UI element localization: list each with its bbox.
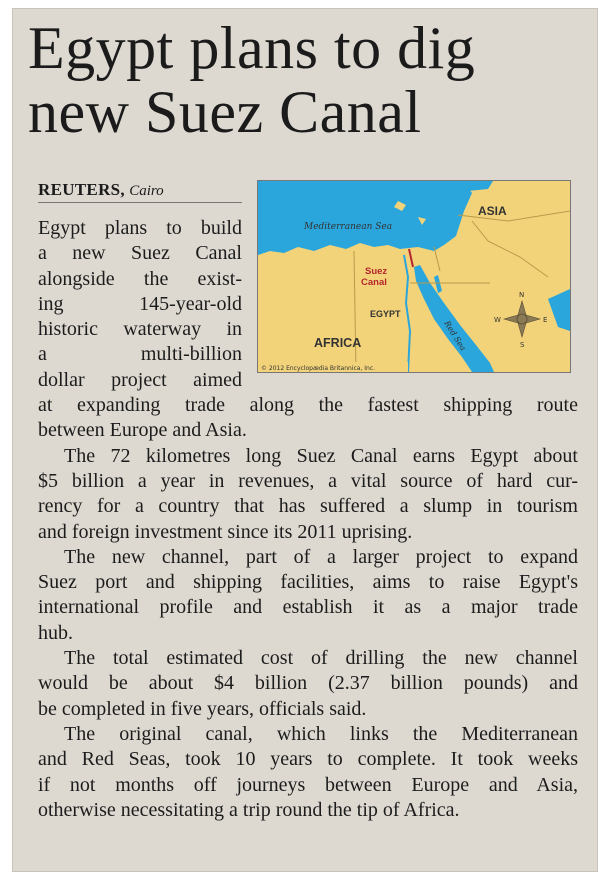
article-line: and Red Seas, took 10 years to complete. It took weeks	[38, 748, 578, 771]
dateline-agency: REUTERS,	[38, 180, 125, 199]
article-line: at expanding trade along the fastest shipping route	[38, 394, 578, 417]
article-line: international profile and establish it as a major trade	[38, 596, 578, 619]
article-line: ing 145-year-old	[38, 292, 242, 315]
article-line: dollar project aimed	[38, 368, 242, 391]
article-line: alongside the exist-	[38, 267, 242, 290]
article-body	[38, 216, 578, 823]
article-line: historic waterway in	[38, 318, 242, 341]
africa-label: AFRICA	[314, 336, 362, 350]
egypt-label: EGYPT	[370, 309, 401, 319]
dateline-rule	[38, 202, 242, 203]
article-line: otherwise necessitating a trip round the tip of Africa.	[38, 798, 460, 821]
article-line: The total estimated cost of drilling the new channel	[64, 647, 578, 670]
red-sea-label: Red Sea	[442, 319, 468, 353]
article-line: $5 billion a year in revenues, a vital source of hard cur-	[38, 469, 578, 492]
sea-label: Mediterranean Sea	[304, 222, 393, 232]
article-line: hub.	[38, 621, 73, 644]
article-line: The new channel, part of a larger project to expand	[64, 545, 578, 568]
compass-s: S	[520, 341, 525, 349]
canal-label-line-2: Canal	[361, 277, 387, 288]
map-credit: © 2012 Encyclopædia Britannica, Inc.	[261, 365, 376, 372]
headline	[28, 16, 588, 144]
article-line: be completed in five years, officials said.	[38, 697, 367, 720]
article-line: a multi-billion	[38, 343, 242, 366]
dateline	[38, 180, 164, 200]
article-line: The 72 kilometres long Suez Canal earns Egypt about	[64, 444, 578, 467]
article-line: Suez port and shipping facilities, aims to raise Egypt's	[38, 571, 578, 594]
dateline-city: Cairo	[129, 183, 164, 199]
article-line: and foreign investment since its 2011 uprising.	[38, 520, 413, 543]
article-line: rency for a country that has suffered a slump in tourism	[38, 495, 578, 518]
article-line: would be about $4 billion (2.37 billion pounds) and	[38, 672, 578, 695]
compass-e: E	[543, 316, 548, 324]
canal-label-line-1: Suez	[365, 266, 388, 277]
article-line: The original canal, which links the Mediterranean	[64, 722, 578, 745]
headline-line-2: new Suez Canal	[28, 79, 422, 145]
article-line: between Europe and Asia.	[38, 419, 247, 442]
article-line: if not months off journeys between Europe and Asia,	[38, 773, 578, 796]
compass-w: W	[494, 316, 501, 324]
article-line: a new Suez Canal	[38, 242, 242, 265]
asia-label: ASIA	[478, 204, 507, 218]
headline-line-1: Egypt plans to dig	[28, 15, 476, 81]
compass-n: N	[519, 291, 525, 299]
article-line: Egypt plans to build	[38, 217, 242, 239]
